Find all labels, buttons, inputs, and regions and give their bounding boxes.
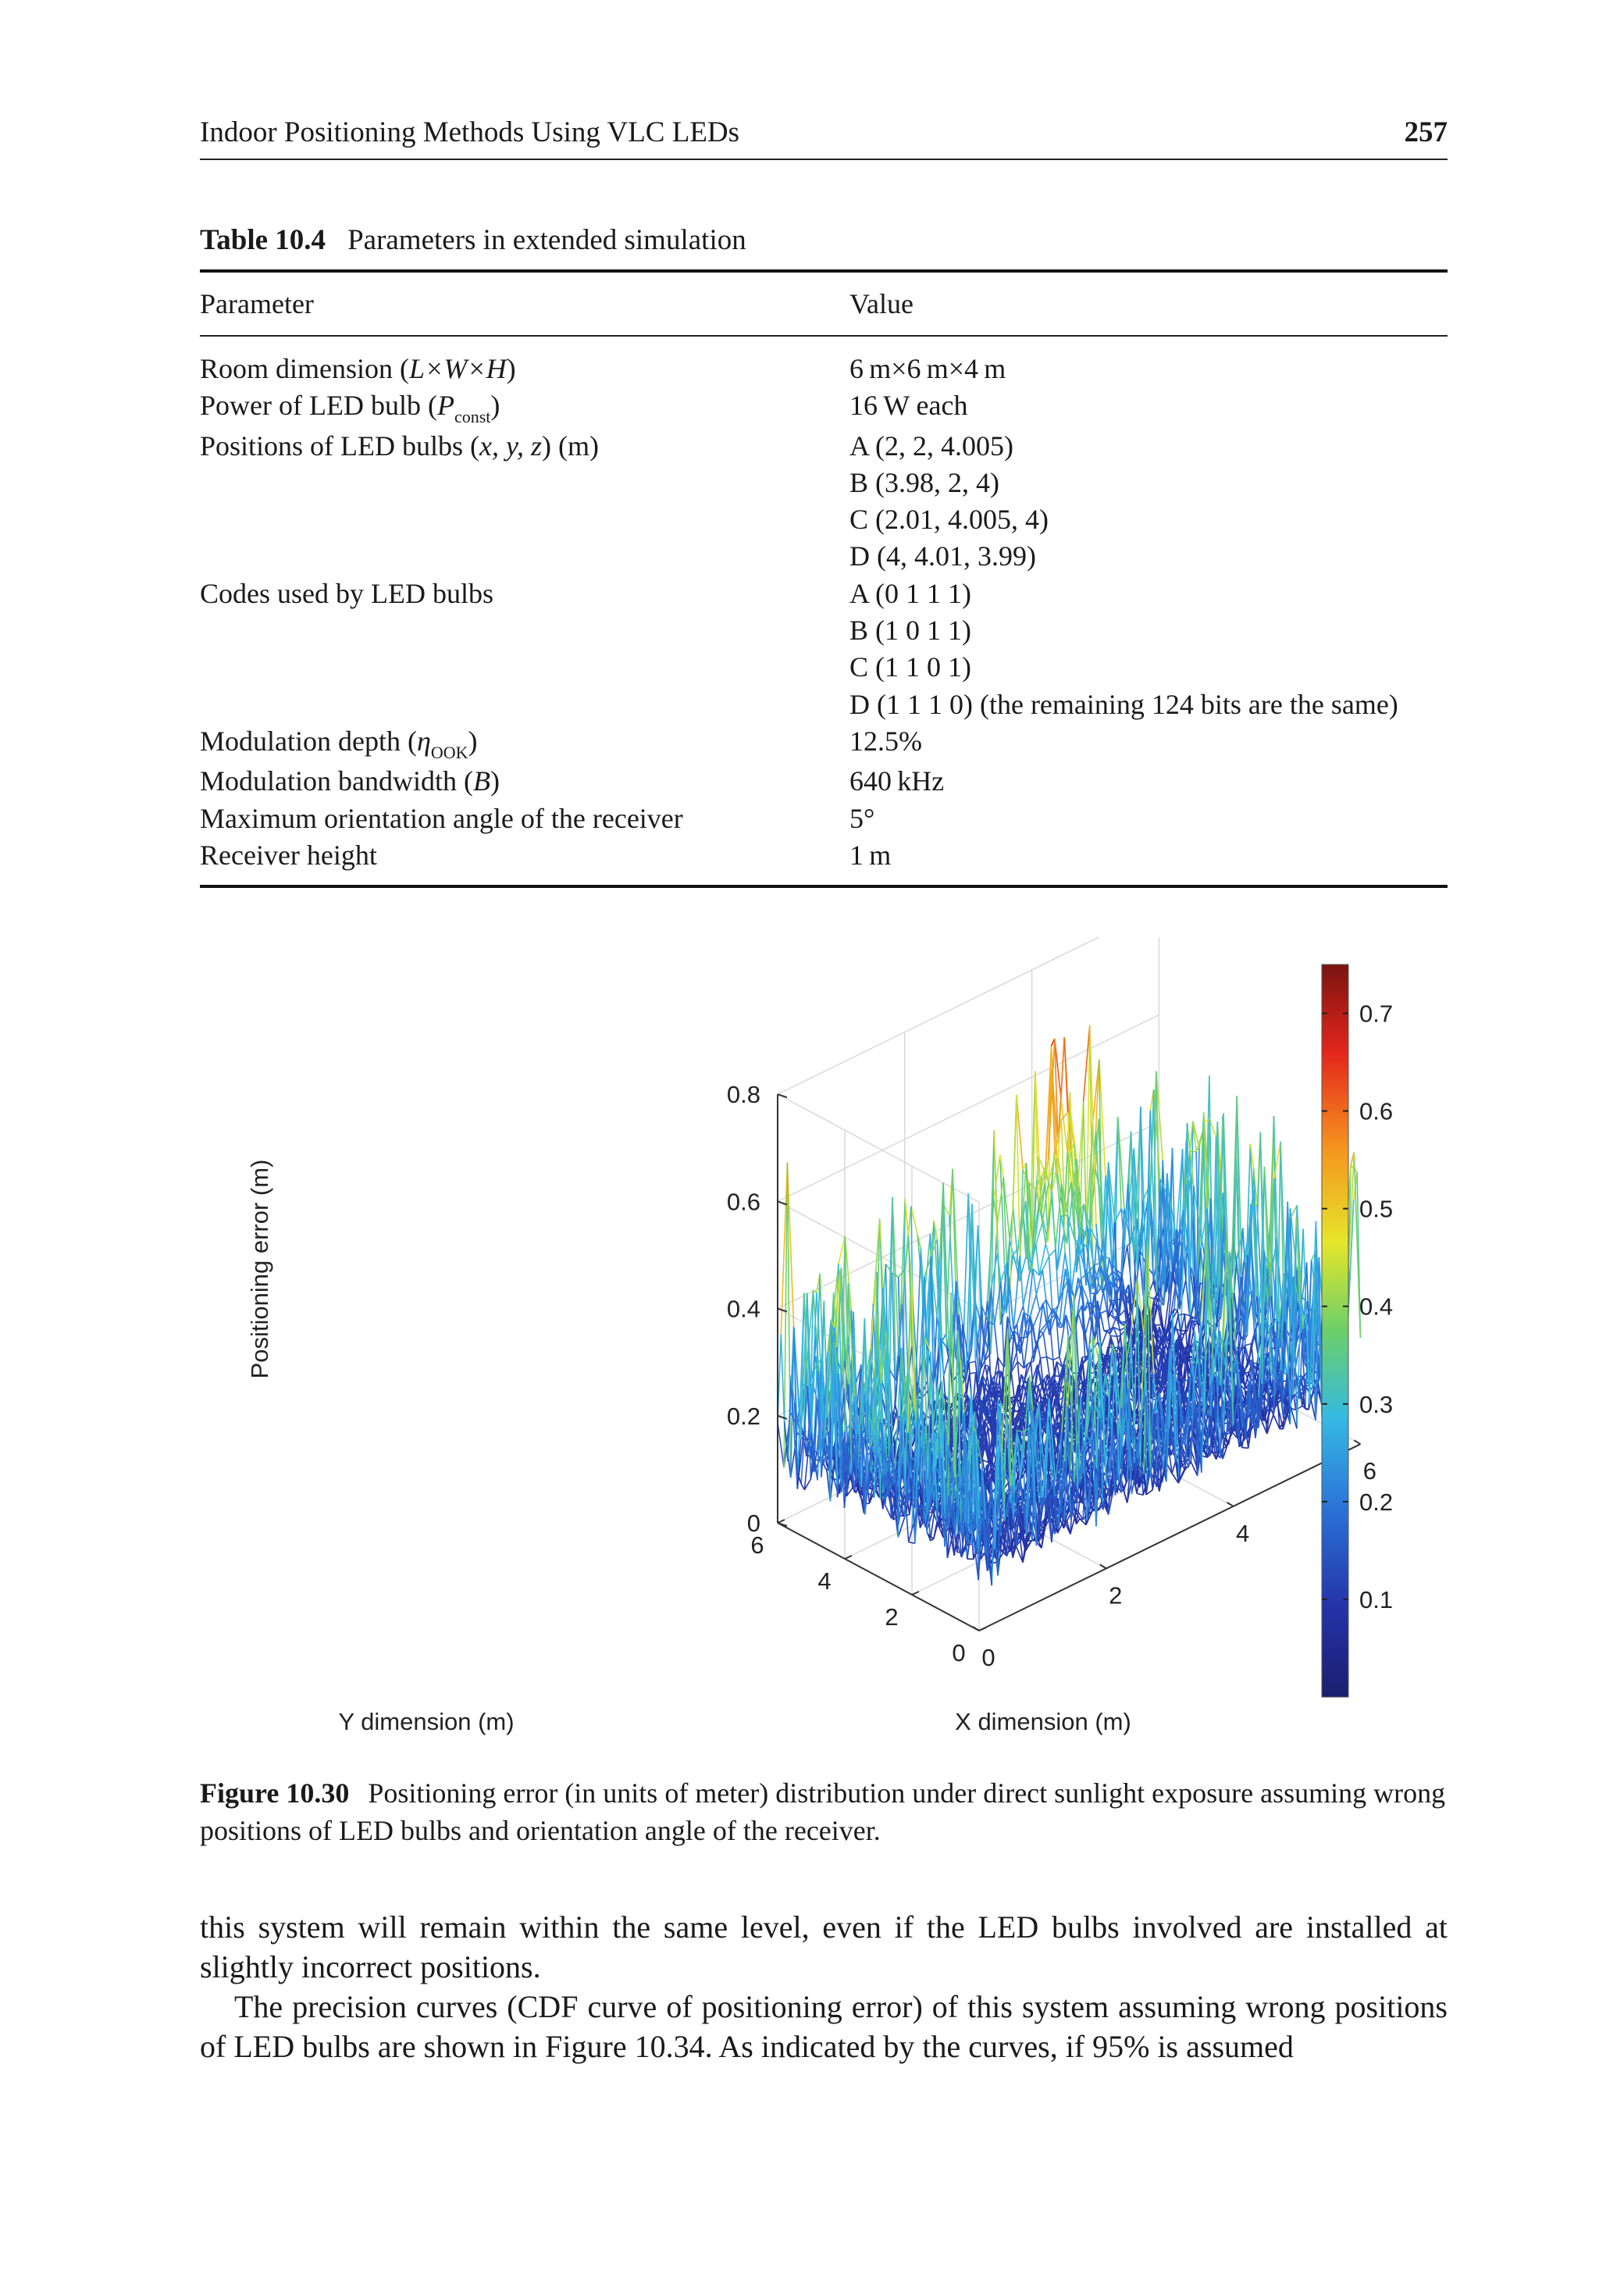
cell-parameter (200, 538, 849, 575)
cell-parameter (200, 387, 849, 427)
surface-segment (970, 1373, 976, 1374)
parameters-table (200, 269, 1448, 888)
cell-value: C (1 1 0 1) (849, 651, 971, 683)
table-row (200, 763, 1448, 800)
table-caption (200, 223, 746, 257)
param-symbol: x, y, z (479, 430, 542, 462)
param-text: Power of LED bulb ( (200, 390, 437, 422)
surface-segment (1037, 1341, 1040, 1358)
table-row (200, 649, 1448, 686)
surface-segment (1024, 1273, 1030, 1307)
running-title: Indoor Positioning Methods Using VLC LEDs (200, 116, 740, 148)
surface-segment (995, 1324, 998, 1357)
cell-value: 640 kHz (849, 765, 945, 797)
cell-value: 5° (849, 802, 875, 834)
cell-value: A (2, 2, 4.005) (849, 430, 1013, 462)
surface-segment (1084, 1102, 1087, 1248)
cell-parameter (200, 837, 849, 874)
table-row (200, 538, 1448, 575)
param-text: Positions of LED bulbs ( (200, 430, 480, 462)
surface-segment (781, 1335, 784, 1422)
table-row (200, 723, 1448, 763)
cell-value: A (0 1 1 1) (849, 577, 971, 609)
cell-value: 16 W each (849, 390, 968, 422)
surface-segment (1190, 1151, 1196, 1152)
surface-segment (1053, 1357, 1059, 1360)
table-row (200, 612, 1448, 649)
surface-segment (1101, 1310, 1107, 1314)
table-row (200, 800, 1448, 837)
surface-segment (1020, 1256, 1023, 1306)
table-body (200, 337, 1448, 888)
surface-segment (1242, 1448, 1248, 1449)
param-text: ) (490, 390, 500, 422)
surface-segment (1178, 1314, 1184, 1315)
param-text: Codes used by LED bulbs (200, 577, 493, 609)
surface-segment (1111, 1336, 1117, 1337)
table-header-row (200, 273, 1448, 337)
surface-segment (1036, 1245, 1039, 1275)
page-number: 257 (1404, 116, 1448, 148)
param-text: Room dimension ( (200, 353, 409, 384)
table-label: Table 10.4 (200, 224, 326, 256)
cell-value: D (4, 4.01, 3.99) (849, 540, 1036, 572)
surface-segment (1043, 1333, 1046, 1357)
running-header (200, 116, 1448, 160)
cell-parameter (200, 428, 849, 465)
surface-segment (1033, 1310, 1039, 1326)
surface-segment (1045, 1244, 1049, 1257)
param-text: Receiver height (200, 839, 377, 871)
table-row (200, 465, 1448, 501)
surface-segment (1049, 1257, 1052, 1313)
table-row (200, 686, 1448, 723)
cell-parameter (200, 576, 849, 612)
table-title: Parameters in extended simulation (347, 224, 746, 256)
param-text: Modulation depth ( (200, 725, 417, 757)
cell-value: D (1 1 1 0) (the remaining 124 bits are the same) (849, 688, 1398, 720)
surface-segment (778, 1423, 784, 1468)
param-symbol: P (436, 390, 454, 422)
cell-parameter (200, 501, 849, 538)
cell-value: B (1 0 1 1) (849, 615, 971, 647)
surface-segment (1011, 1372, 1014, 1400)
surface-segment (1036, 1295, 1039, 1310)
surface-segment (1042, 1257, 1049, 1270)
cell-value: C (2.01, 4.005, 4) (849, 504, 1049, 536)
param-text: Modulation bandwidth ( (200, 765, 473, 797)
surface-segment (1291, 1205, 1297, 1218)
cell-parameter (200, 723, 849, 763)
surface-segment (1064, 1037, 1067, 1112)
cell-parameter (200, 465, 849, 501)
param-symbol: L×W×H (409, 353, 507, 384)
cell-parameter (200, 763, 849, 800)
param-text: ) (506, 353, 516, 384)
param-text: Maximum orientation angle of the receiver (200, 802, 683, 834)
surface-segment (1020, 1337, 1027, 1338)
cell-parameter (200, 649, 849, 686)
param-symbol: η (416, 725, 431, 757)
cell-value: 1 m (849, 839, 892, 871)
surface-segment (1238, 1348, 1245, 1349)
surface-segment (905, 1199, 908, 1235)
param-symbol: B (472, 765, 490, 797)
figure-10-30 (200, 937, 1448, 1765)
surface-segment (1052, 1192, 1055, 1250)
surface-segment (1175, 1326, 1178, 1336)
table-row (200, 837, 1448, 874)
cell-parameter (200, 612, 849, 649)
surface-segment (1181, 1331, 1188, 1332)
col-header-value: Value (849, 288, 913, 319)
cell-value: 12.5% (849, 725, 922, 757)
surface-segment (1041, 1357, 1047, 1359)
table-row (200, 576, 1448, 612)
table-row (200, 501, 1448, 538)
surface-segment (1101, 1331, 1107, 1348)
surface-segment (1245, 1344, 1252, 1346)
surface-segment (1030, 1295, 1036, 1317)
param-text: ) (468, 725, 478, 757)
cell-parameter (200, 686, 849, 723)
param-text: ) (490, 765, 500, 797)
surface-segment (1251, 1204, 1257, 1205)
cell-value: 6 m×6 m×4 m (849, 353, 1006, 384)
table-row (200, 387, 1448, 427)
table-row (200, 428, 1448, 465)
table-row (200, 351, 1448, 387)
surface-plot (200, 937, 1448, 1765)
col-header-parameter: Parameter (200, 288, 314, 319)
param-subscript: const (454, 407, 491, 427)
surface-segment (1267, 1410, 1273, 1411)
surface-segment (1049, 1250, 1056, 1257)
cell-parameter (200, 800, 849, 837)
surface-segment (1043, 1303, 1046, 1324)
cell-parameter (200, 351, 849, 387)
param-subscript: OOK (430, 742, 468, 762)
cell-value: B (3.98, 2, 4) (849, 466, 999, 498)
surface-segment (969, 1361, 975, 1363)
surface-segment (1177, 1361, 1181, 1362)
param-text: ) (m) (542, 430, 599, 462)
